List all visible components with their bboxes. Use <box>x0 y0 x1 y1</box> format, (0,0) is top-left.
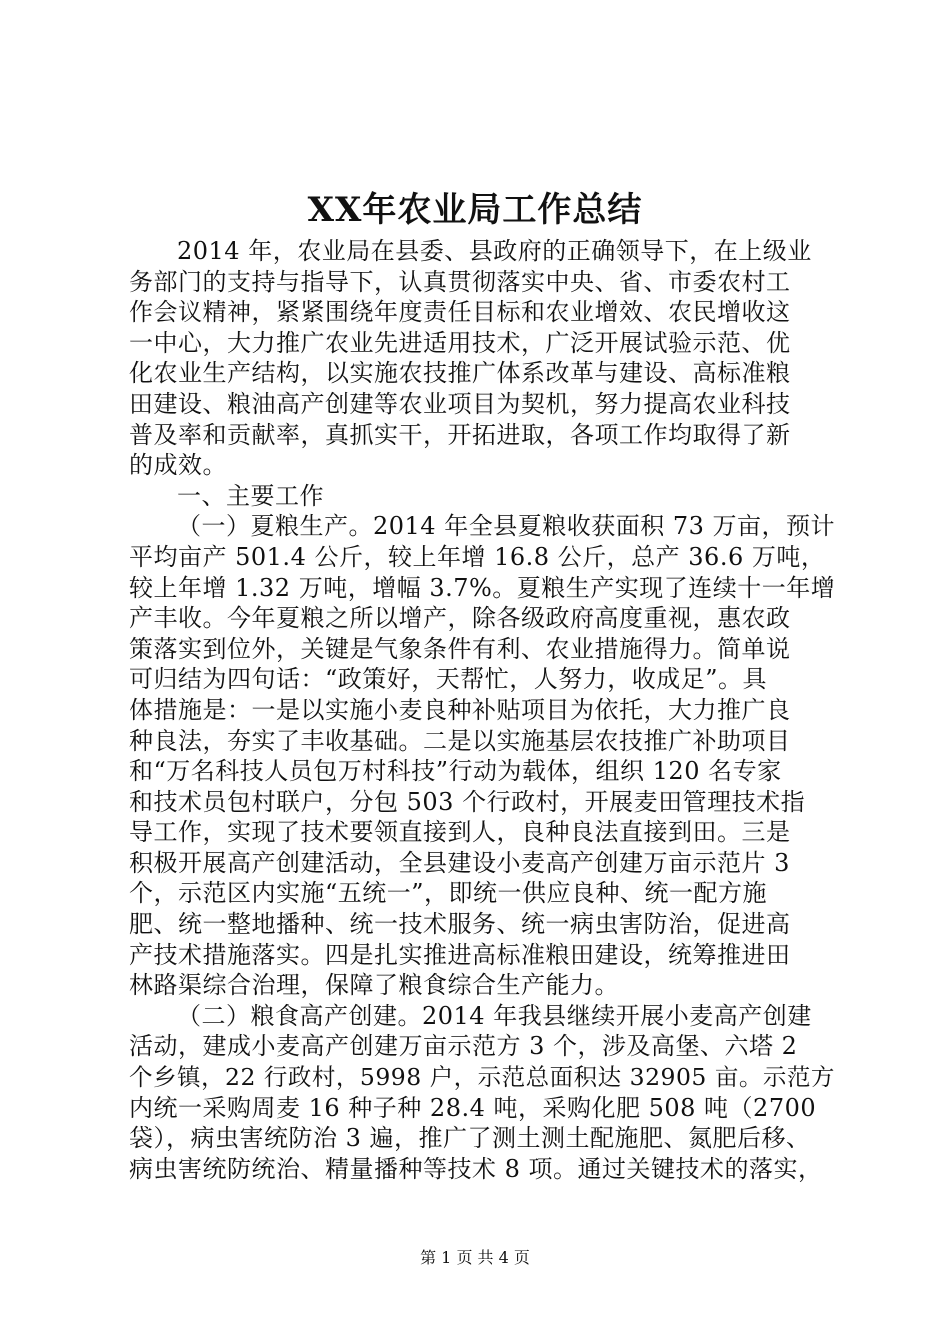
text-line: 田建设、粮油高产创建等农业项目为契机，努力提高农业科技 <box>129 389 791 418</box>
text-line: 普及率和贡献率，真抓实干，开拓进取，各项工作均取得了新 <box>129 420 791 449</box>
document-body <box>129 236 841 1184</box>
text-line: 导工作，实现了技术要领直接到人，良种良法直接到田。三是 <box>129 818 791 847</box>
text-line: 体措施是：一是以实施小麦良种补贴项目为依托，大力推广良 <box>129 695 791 724</box>
text-line: 一、主要工作 <box>177 481 324 510</box>
text-line: 作会议精神，紧紧围绕年度责任目标和农业增效、农民增收这 <box>129 298 791 327</box>
text-line: 积极开展高产创建活动，全县建设小麦高产创建万亩示范片 3 <box>129 848 790 877</box>
text-line: 林路渠综合治理，保障了粮食综合生产能力。 <box>129 971 619 1000</box>
text-line: 较上年增 1.32 万吨，增幅 3.7%。夏粮生产实现了连续十一年增 <box>129 573 836 602</box>
text-line: 一中心，大力推广农业先进适用技术，广泛开展试验示范、优 <box>129 328 791 357</box>
text-line: （二）粮食高产创建。2014 年我县继续开展小麦高产创建 <box>177 1001 812 1030</box>
text-line: 个乡镇，22 行政村，5998 户，示范总面积达 32905 亩。示范方 <box>129 1063 835 1092</box>
text-line: 可归结为四句话：“政策好，天帮忙，人努力，收成足”。具 <box>129 665 768 694</box>
text-line: 产技术措施落实。四是扎实推进高标准粮田建设，统筹推进田 <box>129 940 791 969</box>
text-line: 种良法，夯实了丰收基础。二是以实施基层农技推广补助项目 <box>129 726 791 755</box>
document-title: XX年农业局工作总结 <box>307 190 643 230</box>
text-line: 和技术员包村联户，分包 503 个行政村，开展麦田管理技术指 <box>129 787 806 816</box>
text-line: 个，示范区内实施“五统一”，即统一供应良种、统一配方施 <box>129 879 768 908</box>
text-line: 肥、统一整地播种、统一技术服务、统一病虫害防治，促进高 <box>129 910 791 939</box>
text-line: 务部门的支持与指导下，认真贯彻落实中央、省、市委农村工 <box>129 267 791 296</box>
text-line: 的成效。 <box>129 451 227 480</box>
text-line: 平均亩产 501.4 公斤，较上年增 16.8 公斤，总产 36.6 万吨， <box>129 542 826 571</box>
text-line: 病虫害统防统治、精量播种等技术 8 项。通过关键技术的落实， <box>129 1154 823 1183</box>
text-line: （一）夏粮生产。2014 年全县夏粮收获面积 73 万亩，预计 <box>177 512 836 541</box>
text-line: 活动，建成小麦高产创建万亩示范方 3 个，涉及高堡、六塔 2 <box>129 1032 798 1061</box>
page-footer: 第 1 页 共 4 页 <box>420 1248 530 1267</box>
text-line: 产丰收。今年夏粮之所以增产，除各级政府高度重视，惠农政 <box>129 604 791 633</box>
text-line: 化农业生产结构，以实施农技推广体系改革与建设、高标准粮 <box>129 359 791 388</box>
text-line: 策落实到位外，关键是气象条件有利、农业措施得力。简单说 <box>129 634 791 663</box>
text-line: 内统一采购周麦 16 种子种 28.4 吨，采购化肥 508 吨（2700 <box>129 1093 817 1122</box>
text-line: 2014 年，农业局在县委、县政府的正确领导下，在上级业 <box>177 237 812 265</box>
text-line: 袋），病虫害统防治 3 遍，推广了测土测土配施肥、氮肥后移、 <box>129 1124 811 1153</box>
text-line: 和“万名科技人员包万村科技”行动为载体，组织 120 名专家 <box>129 757 782 786</box>
